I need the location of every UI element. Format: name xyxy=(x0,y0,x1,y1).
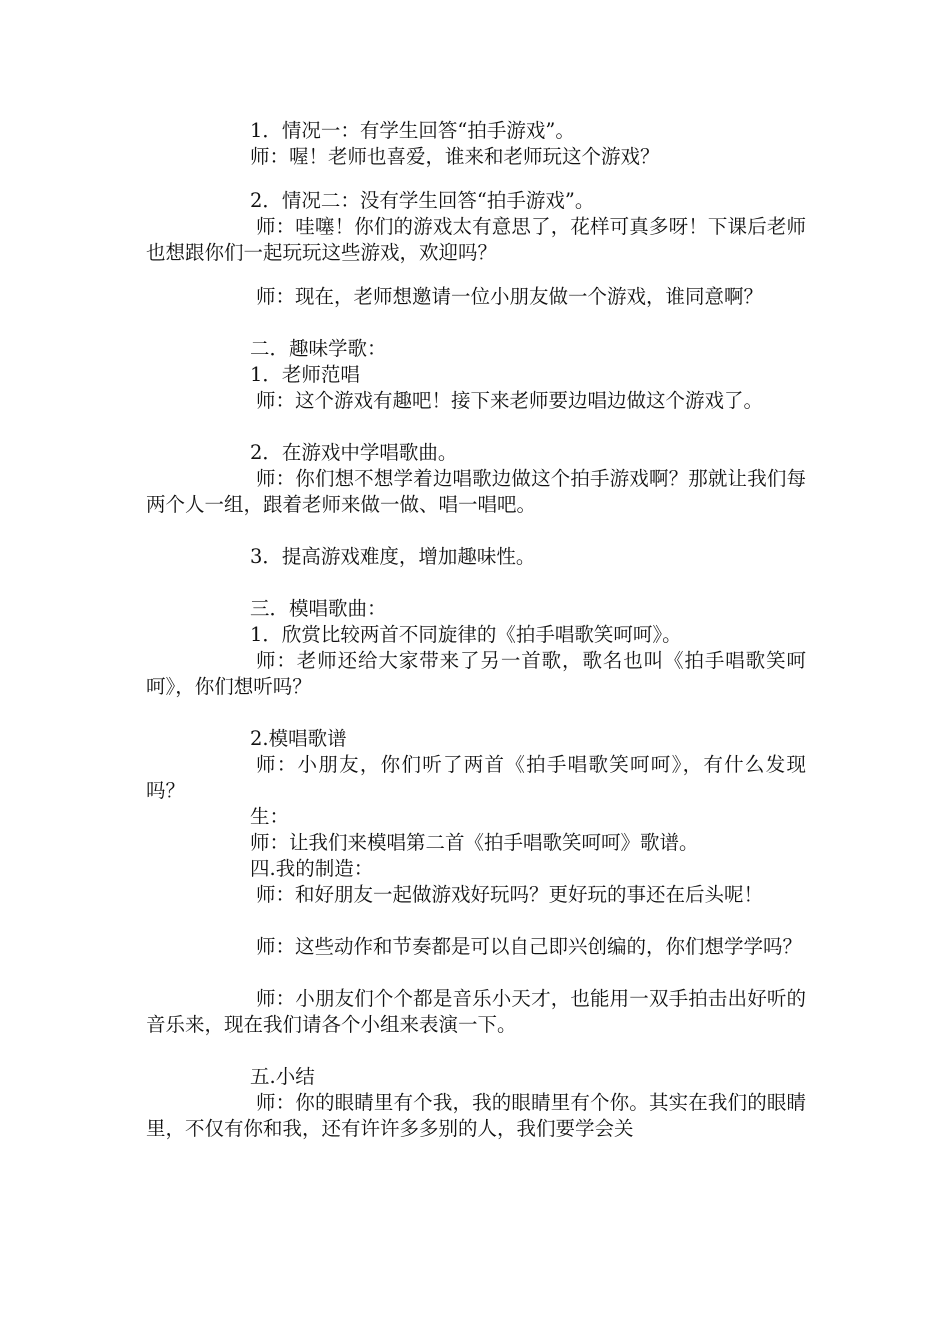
paragraph: 师：和好朋友一起做游戏好玩吗？更好玩的事还在后头呢！ xyxy=(256,883,764,906)
document-body xyxy=(146,118,806,1142)
paragraph: 师：小朋友，你们听了两首《拍手唱歌笑呵呵》，有什么发现吗？ xyxy=(146,753,806,802)
subheading: 2.模唱歌谱 xyxy=(250,727,347,750)
paragraph: 生： xyxy=(250,805,290,828)
section-heading: 二．趣味学歌： xyxy=(250,337,387,360)
paragraph: 师：让我们来模唱第二首《拍手唱歌笑呵呵》歌谱。 xyxy=(250,831,699,854)
paragraph: 师：老师还给大家带来了另一首歌，歌名也叫《拍手唱歌笑呵呵》，你们想听吗？ xyxy=(146,649,806,698)
section-heading: 五.小结 xyxy=(250,1065,315,1088)
subheading: 3．提高游戏难度，增加趣味性。 xyxy=(250,545,536,568)
paragraph: 师：你们想不想学着边唱歌边做这个拍手游戏啊？那就让我们每两个人一组，跟着老师来做一做、唱一唱吧。 xyxy=(146,467,806,516)
paragraph: 师：这个游戏有趣吧！接下来老师要边唱边做这个游戏了。 xyxy=(256,389,764,412)
paragraph: 2．情况二：没有学生回答“拍手游戏”。 xyxy=(250,189,595,212)
paragraph: 师：小朋友们个个都是音乐小天才，也能用一双手拍击出好听的音乐来，现在我们请各个小组来表演一下。 xyxy=(146,987,806,1036)
paragraph: 师：这些动作和节奏都是可以自己即兴创编的，你们想学学吗？ xyxy=(256,935,803,958)
section-heading: 四.我的制造： xyxy=(250,857,374,880)
paragraph: 师：哇噻！你们的游戏太有意思了，花样可真多呀！下课后老师也想跟你们一起玩玩这些游戏，欢迎吗？ xyxy=(146,215,806,264)
subheading: 2．在游戏中学唱歌曲。 xyxy=(250,441,458,464)
subheading: 1．欣赏比较两首不同旋律的《拍手唱歌笑呵呵》。 xyxy=(250,623,682,646)
paragraph: 师：喔！老师也喜爱，谁来和老师玩这个游戏？ xyxy=(250,145,660,168)
paragraph: 师：现在，老师想邀请一位小朋友做一个游戏，谁同意啊？ xyxy=(256,285,764,308)
paragraph: 1．情况一：有学生回答“拍手游戏”。 xyxy=(250,119,575,142)
subheading: 1．老师范唱 xyxy=(250,363,360,386)
paragraph: 师：你的眼睛里有个我，我的眼睛里有个你。其实在我们的眼睛里，不仅有你和我，还有许许多多别的人，我们要学会关 xyxy=(146,1091,806,1140)
section-heading: 三．模唱歌曲： xyxy=(250,597,387,620)
